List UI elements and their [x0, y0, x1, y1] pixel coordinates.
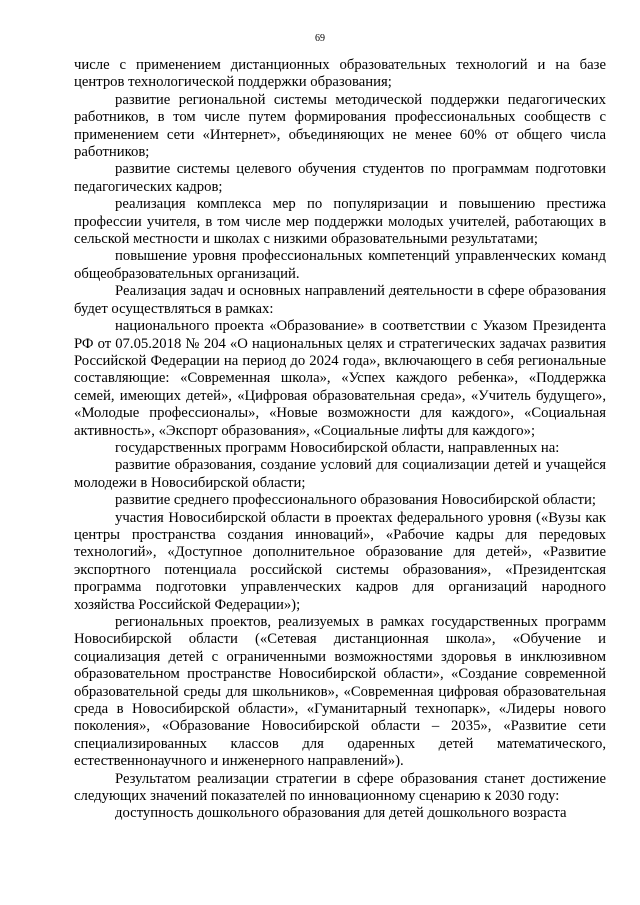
paragraph-results: Результатом реализации стратегии в сфере образования станет достижение следующих значений показателей по инновационному сценарию к 2030 году: [74, 770, 606, 805]
page-number: 69 [315, 33, 325, 44]
paragraph-implementation-intro: Реализация задач и основных направлений деятельности в сфере образования будет осуществляться в рамках: [74, 283, 606, 317]
paragraph-national-project: национального проекта «Образование» в соответствии с Указом Президента РФ от 07.05.2018 № 204 «О национальных целях и стратегических задачах развития Российской Федерации на период до 2024 года», включающего в себя региональные составляющие: «Современная школа», «Успех каждого ребенка», «Поддержка семей, имеющих детей», «Цифровая образовательная среда», «Учитель будущего», «Молодые профессионалы», «Новые возможности для каждого», «Социальная активность», «Экспорт образования», «Социальные лифты для каждого»; [74, 318, 606, 439]
paragraph-education-development: развитие образования, создание условий для социализации детей и учащейся молодежи в Новосибирской области; [74, 457, 606, 491]
paragraph-preschool-availability: доступность дошкольного образования для детей дошкольного возраста [115, 805, 567, 822]
paragraph-teacher-prestige: реализация комплекса мер по популяризации и повышению престижа профессии учителя, в том числе мер поддержки молодых учителей, работающих в сельской местности и школах с низкими образовательными результатами; [74, 196, 606, 248]
paragraph-state-programs: государственных программ Новосибирской области, направленных на: [115, 439, 560, 456]
paragraph-management-competence: повышение уровня профессиональных компетенций управленческих команд общеобразовательных организаций. [74, 248, 606, 282]
paragraph-vocational-education: развитие среднего профессионального образования Новосибирской области; [115, 492, 596, 509]
paragraph-methodical-support: развитие региональной системы методической поддержки педагогических работников, в том числе путем формирования профессиональных сообществ с применением сети «Интернет», объединяющих не менее 60% от общего числа работников; [74, 91, 606, 161]
paragraph-continuation: числе с применением дистанционных образовательных технологий и на базе центров технологической поддержки образования; [74, 57, 606, 91]
paragraph-federal-projects: участия Новосибирской области в проектах федерального уровня («Вузы как центры пространства создания инноваций», «Рабочие кадры для передовых технологий», «Доступное дополнительное образование для детей», «Развитие экспортного потенциала российской системы образования», «Президентская программа подготовки управленческих кадров для организаций народного хозяйства Российской Федерации»); [74, 509, 606, 613]
paragraph-regional-projects: региональных проектов, реализуемых в рамках государственных программ Новосибирской области («Сетевая дистанционная школа», «Обучение и социализация детей с ограниченными возможностями здоровья в инклюзивном образовательном пространстве Новосибирской области», «Создание современной образовательной среды для школьников», «Современная цифровая образовательная среда в Новосибирской области», «Гуманитарный технопарк», «Лидеры нового поколения», «Образование Новосибирской области – 2035», «Развитие сети специализированных классов для одаренных детей математического, естественнонаучного и инженерного направлений»). [74, 614, 606, 770]
body-text [74, 57, 606, 823]
paragraph-targeted-training: развитие системы целевого обучения студентов по программам подготовки педагогических кадров; [74, 161, 606, 195]
